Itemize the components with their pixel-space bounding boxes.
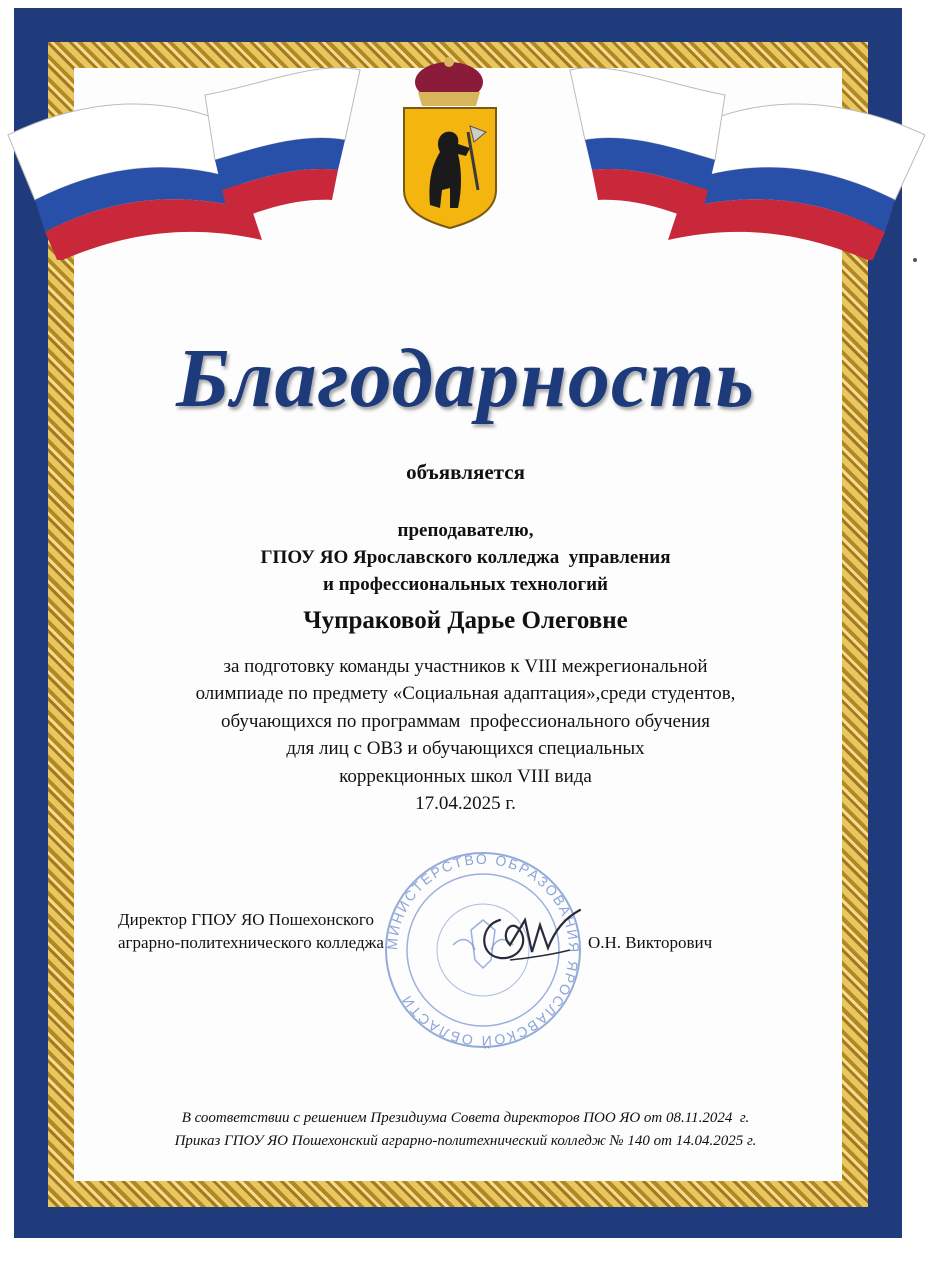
- ribbon-left: [8, 68, 360, 260]
- scan-speck: [913, 258, 917, 262]
- award-date: 17.04.2025 г.: [415, 793, 516, 814]
- reason-line: олимпиаде по предмету «Социальная адаптация»,среди студентов,: [195, 683, 736, 704]
- reason-line: за подготовку команды участников к VIII межрегиональной: [223, 656, 708, 677]
- yaroslavl-bear-coat-of-arms-icon: [404, 57, 496, 228]
- recipient-role-line: и профессиональных технологий: [323, 574, 608, 595]
- signatory-title: Директор ГПОУ ЯО Пошехонского: [118, 910, 374, 929]
- footer-order: Приказ ГПОУ ЯО Пошехонский аграрно-политехнический колледж № 140 от 14.04.2025 г.: [174, 1133, 757, 1149]
- recipient-role-line: ГПОУ ЯО Ярославского колледжа управления: [260, 547, 671, 568]
- stamp-text: МИНИСТЕРСТВО ОБРАЗОВАНИЯ ЯРОСЛАВСКОЙ ОБЛАСТИ: [383, 850, 583, 1050]
- handwritten-signature: [470, 900, 590, 970]
- reason-line: обучающихся по программам профессионального обучения: [220, 711, 711, 732]
- announce-text: объявляется: [406, 460, 525, 484]
- russian-flag-ribbon: [0, 40, 931, 260]
- signatory-name: О.Н. Викторович: [588, 933, 713, 952]
- ribbon-right: [570, 68, 925, 260]
- signatory-title: аграрно-политехнического колледжа: [118, 933, 384, 952]
- recipient-role-line: преподавателю,: [397, 520, 534, 541]
- reason-line: для лиц с ОВЗ и обучающихся специальных: [286, 738, 645, 759]
- certificate-title: Благодарность: [176, 332, 755, 425]
- reason-line: коррекционных школ VIII вида: [339, 766, 592, 787]
- recipient-name: Чупраковой Дарье Олеговне: [303, 607, 628, 634]
- footer-decision: В соответствии с решением Президиума Совета директоров ПОО ЯО от 08.11.2024 г.: [181, 1110, 750, 1126]
